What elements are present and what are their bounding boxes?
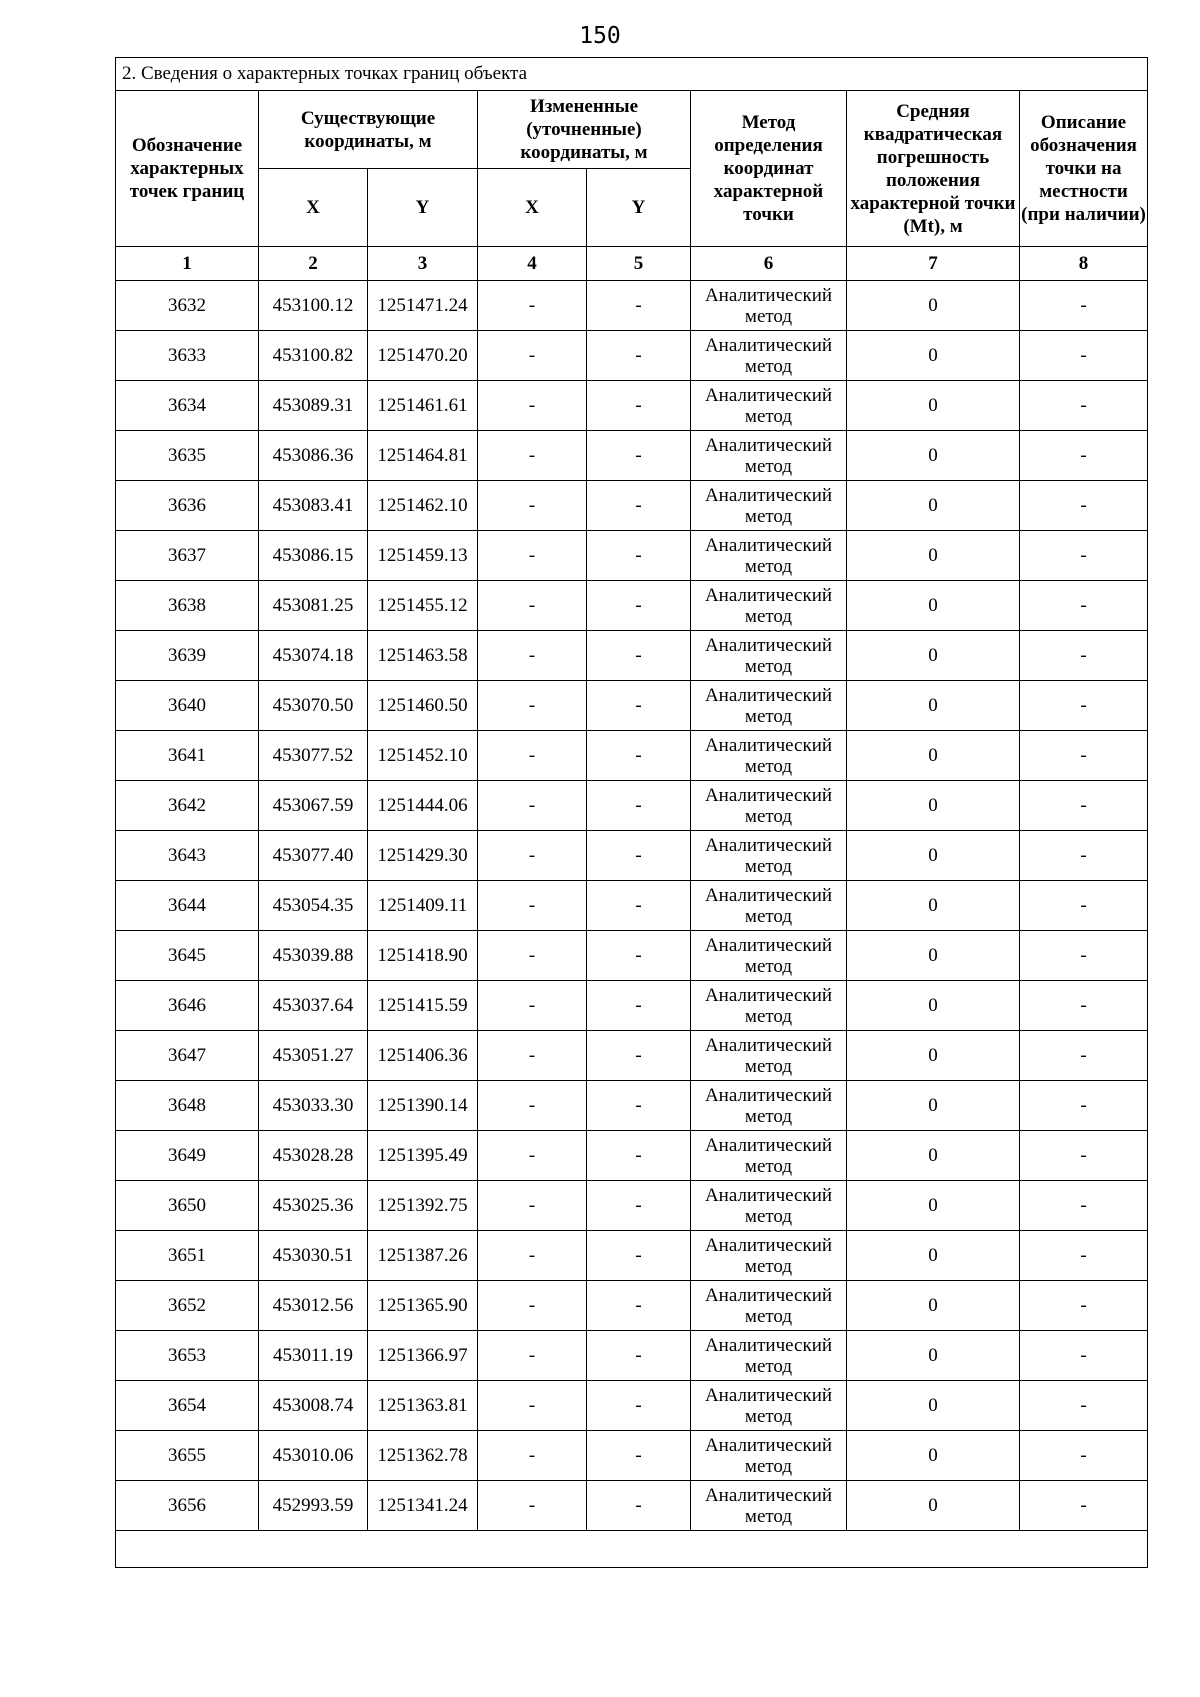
cell-point-description: - — [1020, 1281, 1148, 1331]
cell-mean-square-error: 0 — [847, 1131, 1020, 1181]
cell-method: Аналитический метод — [691, 1081, 847, 1131]
column-number: 3 — [368, 247, 478, 281]
cell-mean-square-error: 0 — [847, 731, 1020, 781]
cell-changed-y: - — [587, 381, 691, 431]
cell-point-description: - — [1020, 1431, 1148, 1481]
cell-changed-x: - — [478, 431, 587, 481]
cell-method: Аналитический метод — [691, 681, 847, 731]
cell-method: Аналитический метод — [691, 281, 847, 331]
cell-changed-y: - — [587, 881, 691, 931]
cell-point-id: 3636 — [116, 481, 259, 531]
cell-point-description: - — [1020, 1031, 1148, 1081]
cell-changed-y: - — [587, 431, 691, 481]
cell-mean-square-error: 0 — [847, 781, 1020, 831]
cell-point-id: 3645 — [116, 931, 259, 981]
cell-existing-y: 1251452.10 — [368, 731, 478, 781]
cell-mean-square-error: 0 — [847, 931, 1020, 981]
cell-mean-square-error: 0 — [847, 1281, 1020, 1331]
cell-existing-x: 453081.25 — [259, 581, 368, 631]
cell-existing-x: 453037.64 — [259, 981, 368, 1031]
table-row — [116, 331, 1148, 381]
cell-point-id: 3642 — [116, 781, 259, 831]
column-numbers-row — [116, 247, 1148, 281]
cell-point-description: - — [1020, 831, 1148, 881]
cell-existing-y: 1251366.97 — [368, 1331, 478, 1381]
cell-method: Аналитический метод — [691, 1431, 847, 1481]
cell-changed-x: - — [478, 481, 587, 531]
cell-existing-y: 1251455.12 — [368, 581, 478, 631]
cell-point-id: 3650 — [116, 1181, 259, 1231]
cell-mean-square-error: 0 — [847, 531, 1020, 581]
cell-point-description: - — [1020, 631, 1148, 681]
cell-point-description: - — [1020, 781, 1148, 831]
cell-existing-y: 1251395.49 — [368, 1131, 478, 1181]
cell-existing-y: 1251460.50 — [368, 681, 478, 731]
cell-changed-y: - — [587, 1381, 691, 1431]
cell-method: Аналитический метод — [691, 481, 847, 531]
cell-existing-y: 1251461.61 — [368, 381, 478, 431]
cell-mean-square-error: 0 — [847, 381, 1020, 431]
cell-mean-square-error: 0 — [847, 281, 1020, 331]
cell-existing-y: 1251418.90 — [368, 931, 478, 981]
table-row — [116, 631, 1148, 681]
cell-existing-y: 1251390.14 — [368, 1081, 478, 1131]
cell-changed-x: - — [478, 281, 587, 331]
cell-method: Аналитический метод — [691, 1131, 847, 1181]
cell-changed-x: - — [478, 731, 587, 781]
cell-point-id: 3638 — [116, 581, 259, 631]
cell-existing-x: 453010.06 — [259, 1431, 368, 1481]
cell-changed-x: - — [478, 331, 587, 381]
cell-point-id: 3655 — [116, 1431, 259, 1481]
cell-existing-x: 453100.82 — [259, 331, 368, 381]
table-row — [116, 781, 1148, 831]
cell-existing-y: 1251459.13 — [368, 531, 478, 581]
table-row — [116, 1481, 1148, 1531]
cell-changed-y: - — [587, 1231, 691, 1281]
cell-point-description: - — [1020, 431, 1148, 481]
cell-changed-y: - — [587, 481, 691, 531]
cell-changed-y: - — [587, 331, 691, 381]
cell-changed-y: - — [587, 1431, 691, 1481]
header-method: Метод определения координат характерной точки — [691, 91, 847, 247]
cell-method: Аналитический метод — [691, 781, 847, 831]
cell-method: Аналитический метод — [691, 731, 847, 781]
cell-point-id: 3644 — [116, 881, 259, 931]
section-title: 2. Сведения о характерных точках границ объекта — [116, 58, 1148, 91]
cell-mean-square-error: 0 — [847, 1081, 1020, 1131]
cell-changed-x: - — [478, 981, 587, 1031]
cell-mean-square-error: 0 — [847, 631, 1020, 681]
cell-changed-y: - — [587, 1181, 691, 1231]
cell-method: Аналитический метод — [691, 331, 847, 381]
cell-mean-square-error: 0 — [847, 1331, 1020, 1381]
cell-existing-x: 453070.50 — [259, 681, 368, 731]
cell-point-description: - — [1020, 581, 1148, 631]
cell-existing-x: 453086.36 — [259, 431, 368, 481]
table-row — [116, 731, 1148, 781]
cell-point-description: - — [1020, 1331, 1148, 1381]
cell-existing-x: 453100.12 — [259, 281, 368, 331]
page-number: 150 — [579, 23, 621, 49]
cell-existing-y: 1251463.58 — [368, 631, 478, 681]
table-row — [116, 1281, 1148, 1331]
cell-existing-x: 453086.15 — [259, 531, 368, 581]
cell-method: Аналитический метод — [691, 381, 847, 431]
cell-existing-x: 453067.59 — [259, 781, 368, 831]
header-existing-y: Y — [368, 169, 478, 247]
cell-existing-y: 1251429.30 — [368, 831, 478, 881]
cell-point-id: 3639 — [116, 631, 259, 681]
cell-changed-x: - — [478, 1281, 587, 1331]
column-number: 8 — [1020, 247, 1148, 281]
cell-changed-x: - — [478, 631, 587, 681]
cell-point-id: 3646 — [116, 981, 259, 1031]
empty-row — [116, 1531, 1148, 1568]
table-row — [116, 1431, 1148, 1481]
cell-mean-square-error: 0 — [847, 1431, 1020, 1481]
cell-method: Аналитический метод — [691, 531, 847, 581]
cell-changed-x: - — [478, 1481, 587, 1531]
cell-existing-x: 453025.36 — [259, 1181, 368, 1231]
cell-point-description: - — [1020, 1231, 1148, 1281]
cell-changed-y: - — [587, 931, 691, 981]
cell-point-id: 3647 — [116, 1031, 259, 1081]
cell-point-id: 3656 — [116, 1481, 259, 1531]
cell-point-id: 3653 — [116, 1331, 259, 1381]
cell-mean-square-error: 0 — [847, 1481, 1020, 1531]
cell-changed-y: - — [587, 831, 691, 881]
cell-existing-x: 453030.51 — [259, 1231, 368, 1281]
cell-changed-y: - — [587, 1131, 691, 1181]
table-row — [116, 681, 1148, 731]
cell-mean-square-error: 0 — [847, 481, 1020, 531]
cell-existing-y: 1251409.11 — [368, 881, 478, 931]
cell-point-id: 3643 — [116, 831, 259, 881]
cell-point-description: - — [1020, 481, 1148, 531]
cell-existing-y: 1251362.78 — [368, 1431, 478, 1481]
cell-point-description: - — [1020, 531, 1148, 581]
cell-changed-x: - — [478, 931, 587, 981]
cell-existing-y: 1251462.10 — [368, 481, 478, 531]
cell-existing-x: 453008.74 — [259, 1381, 368, 1431]
cell-method: Аналитический метод — [691, 431, 847, 481]
cell-point-description: - — [1020, 281, 1148, 331]
header-changed-x: X — [478, 169, 587, 247]
cell-changed-x: - — [478, 1431, 587, 1481]
cell-existing-x: 453011.19 — [259, 1331, 368, 1381]
table-row — [116, 1181, 1148, 1231]
cell-existing-y: 1251392.75 — [368, 1181, 478, 1231]
cell-method: Аналитический метод — [691, 1481, 847, 1531]
cell-point-id: 3634 — [116, 381, 259, 431]
cell-changed-x: - — [478, 1231, 587, 1281]
cell-mean-square-error: 0 — [847, 1231, 1020, 1281]
cell-existing-y: 1251464.81 — [368, 431, 478, 481]
cell-existing-x: 453012.56 — [259, 1281, 368, 1331]
cell-existing-x: 453039.88 — [259, 931, 368, 981]
column-number: 7 — [847, 247, 1020, 281]
cell-existing-y: 1251363.81 — [368, 1381, 478, 1431]
table-row — [116, 981, 1148, 1031]
cell-method: Аналитический метод — [691, 581, 847, 631]
cell-existing-y: 1251365.90 — [368, 1281, 478, 1331]
cell-mean-square-error: 0 — [847, 831, 1020, 881]
cell-changed-y: - — [587, 531, 691, 581]
cell-changed-x: - — [478, 531, 587, 581]
cell-point-id: 3652 — [116, 1281, 259, 1331]
table-row — [116, 931, 1148, 981]
column-number: 5 — [587, 247, 691, 281]
cell-point-id: 3649 — [116, 1131, 259, 1181]
cell-changed-x: - — [478, 1331, 587, 1381]
cell-point-description: - — [1020, 1131, 1148, 1181]
cell-changed-x: - — [478, 581, 587, 631]
cell-changed-x: - — [478, 781, 587, 831]
cell-existing-y: 1251341.24 — [368, 1481, 478, 1531]
cell-existing-y: 1251415.59 — [368, 981, 478, 1031]
cell-mean-square-error: 0 — [847, 1381, 1020, 1431]
cell-changed-x: - — [478, 681, 587, 731]
cell-point-description: - — [1020, 681, 1148, 731]
header-existing-x: X — [259, 169, 368, 247]
cell-changed-y: - — [587, 1331, 691, 1381]
cell-changed-y: - — [587, 281, 691, 331]
cell-point-id: 3651 — [116, 1231, 259, 1281]
header-existing-coordinates: Существующие координаты, м — [259, 91, 478, 169]
cell-changed-y: - — [587, 1481, 691, 1531]
cell-point-description: - — [1020, 381, 1148, 431]
cell-existing-y: 1251471.24 — [368, 281, 478, 331]
cell-method: Аналитический метод — [691, 1331, 847, 1381]
cell-mean-square-error: 0 — [847, 681, 1020, 731]
cell-changed-x: - — [478, 881, 587, 931]
cell-method: Аналитический метод — [691, 1381, 847, 1431]
cell-point-id: 3635 — [116, 431, 259, 481]
cell-existing-x: 453054.35 — [259, 881, 368, 931]
column-number: 1 — [116, 247, 259, 281]
cell-changed-y: - — [587, 681, 691, 731]
cell-point-description: - — [1020, 931, 1148, 981]
cell-changed-x: - — [478, 381, 587, 431]
table-row — [116, 381, 1148, 431]
cell-changed-y: - — [587, 981, 691, 1031]
cell-point-description: - — [1020, 1081, 1148, 1131]
cell-existing-x: 453089.31 — [259, 381, 368, 431]
cell-mean-square-error: 0 — [847, 431, 1020, 481]
cell-point-description: - — [1020, 881, 1148, 931]
cell-point-id: 3637 — [116, 531, 259, 581]
cell-mean-square-error: 0 — [847, 581, 1020, 631]
cell-existing-x: 453074.18 — [259, 631, 368, 681]
cell-method: Аналитический метод — [691, 1231, 847, 1281]
cell-method: Аналитический метод — [691, 1031, 847, 1081]
cell-changed-x: - — [478, 1031, 587, 1081]
cell-point-description: - — [1020, 331, 1148, 381]
table-row — [116, 1231, 1148, 1281]
cell-existing-x: 453077.40 — [259, 831, 368, 881]
cell-point-id: 3641 — [116, 731, 259, 781]
cell-method: Аналитический метод — [691, 1281, 847, 1331]
cell-point-description: - — [1020, 1481, 1148, 1531]
cell-existing-y: 1251406.36 — [368, 1031, 478, 1081]
cell-method: Аналитический метод — [691, 931, 847, 981]
cell-changed-y: - — [587, 1281, 691, 1331]
cell-existing-x: 453033.30 — [259, 1081, 368, 1131]
cell-existing-y: 1251444.06 — [368, 781, 478, 831]
cell-existing-x: 453083.41 — [259, 481, 368, 531]
cell-existing-x: 453028.28 — [259, 1131, 368, 1181]
table-row — [116, 281, 1148, 331]
cell-point-description: - — [1020, 1181, 1148, 1231]
column-number: 4 — [478, 247, 587, 281]
cell-changed-x: - — [478, 1131, 587, 1181]
table-row — [116, 1331, 1148, 1381]
cell-method: Аналитический метод — [691, 981, 847, 1031]
cell-existing-x: 453051.27 — [259, 1031, 368, 1081]
header-point-description: Описание обозначения точки на местности (при наличии) — [1020, 91, 1148, 247]
cell-point-id: 3632 — [116, 281, 259, 331]
table-row — [116, 481, 1148, 531]
cell-point-id: 3648 — [116, 1081, 259, 1131]
cell-method: Аналитический метод — [691, 831, 847, 881]
cell-existing-x: 453077.52 — [259, 731, 368, 781]
cell-changed-y: - — [587, 781, 691, 831]
cell-changed-x: - — [478, 1181, 587, 1231]
cell-point-id: 3654 — [116, 1381, 259, 1431]
table-row — [116, 881, 1148, 931]
table-row — [116, 531, 1148, 581]
column-number: 6 — [691, 247, 847, 281]
table-row — [116, 1081, 1148, 1131]
cell-method: Аналитический метод — [691, 631, 847, 681]
table-row — [116, 581, 1148, 631]
cell-changed-y: - — [587, 1081, 691, 1131]
cell-changed-y: - — [587, 631, 691, 681]
cell-method: Аналитический метод — [691, 1181, 847, 1231]
header-mean-square-error: Средняя квадратическая погрешность положения характерной точки (Mt), м — [847, 91, 1020, 247]
table-row — [116, 1031, 1148, 1081]
cell-method: Аналитический метод — [691, 881, 847, 931]
cell-mean-square-error: 0 — [847, 981, 1020, 1031]
cell-mean-square-error: 0 — [847, 1181, 1020, 1231]
cell-existing-y: 1251387.26 — [368, 1231, 478, 1281]
cell-changed-x: - — [478, 831, 587, 881]
header-changed-y: Y — [587, 169, 691, 247]
table-row — [116, 1381, 1148, 1431]
cell-changed-x: - — [478, 1381, 587, 1431]
header-point-designation: Обозначение характерных точек границ — [116, 91, 259, 247]
cell-point-description: - — [1020, 731, 1148, 781]
cell-changed-y: - — [587, 1031, 691, 1081]
column-number: 2 — [259, 247, 368, 281]
header-changed-coordinates: Измененные (уточненные) координаты, м — [478, 91, 691, 169]
cell-changed-y: - — [587, 581, 691, 631]
cell-mean-square-error: 0 — [847, 331, 1020, 381]
cell-changed-x: - — [478, 1081, 587, 1131]
cell-point-description: - — [1020, 981, 1148, 1031]
boundary-points-table — [115, 57, 1148, 1568]
cell-existing-y: 1251470.20 — [368, 331, 478, 381]
table-row — [116, 831, 1148, 881]
table-row — [116, 1131, 1148, 1181]
cell-mean-square-error: 0 — [847, 1031, 1020, 1081]
cell-point-id: 3640 — [116, 681, 259, 731]
cell-existing-x: 452993.59 — [259, 1481, 368, 1531]
table-row — [116, 431, 1148, 481]
cell-point-description: - — [1020, 1381, 1148, 1431]
cell-changed-y: - — [587, 731, 691, 781]
empty-cell — [116, 1531, 1148, 1568]
cell-point-id: 3633 — [116, 331, 259, 381]
cell-mean-square-error: 0 — [847, 881, 1020, 931]
